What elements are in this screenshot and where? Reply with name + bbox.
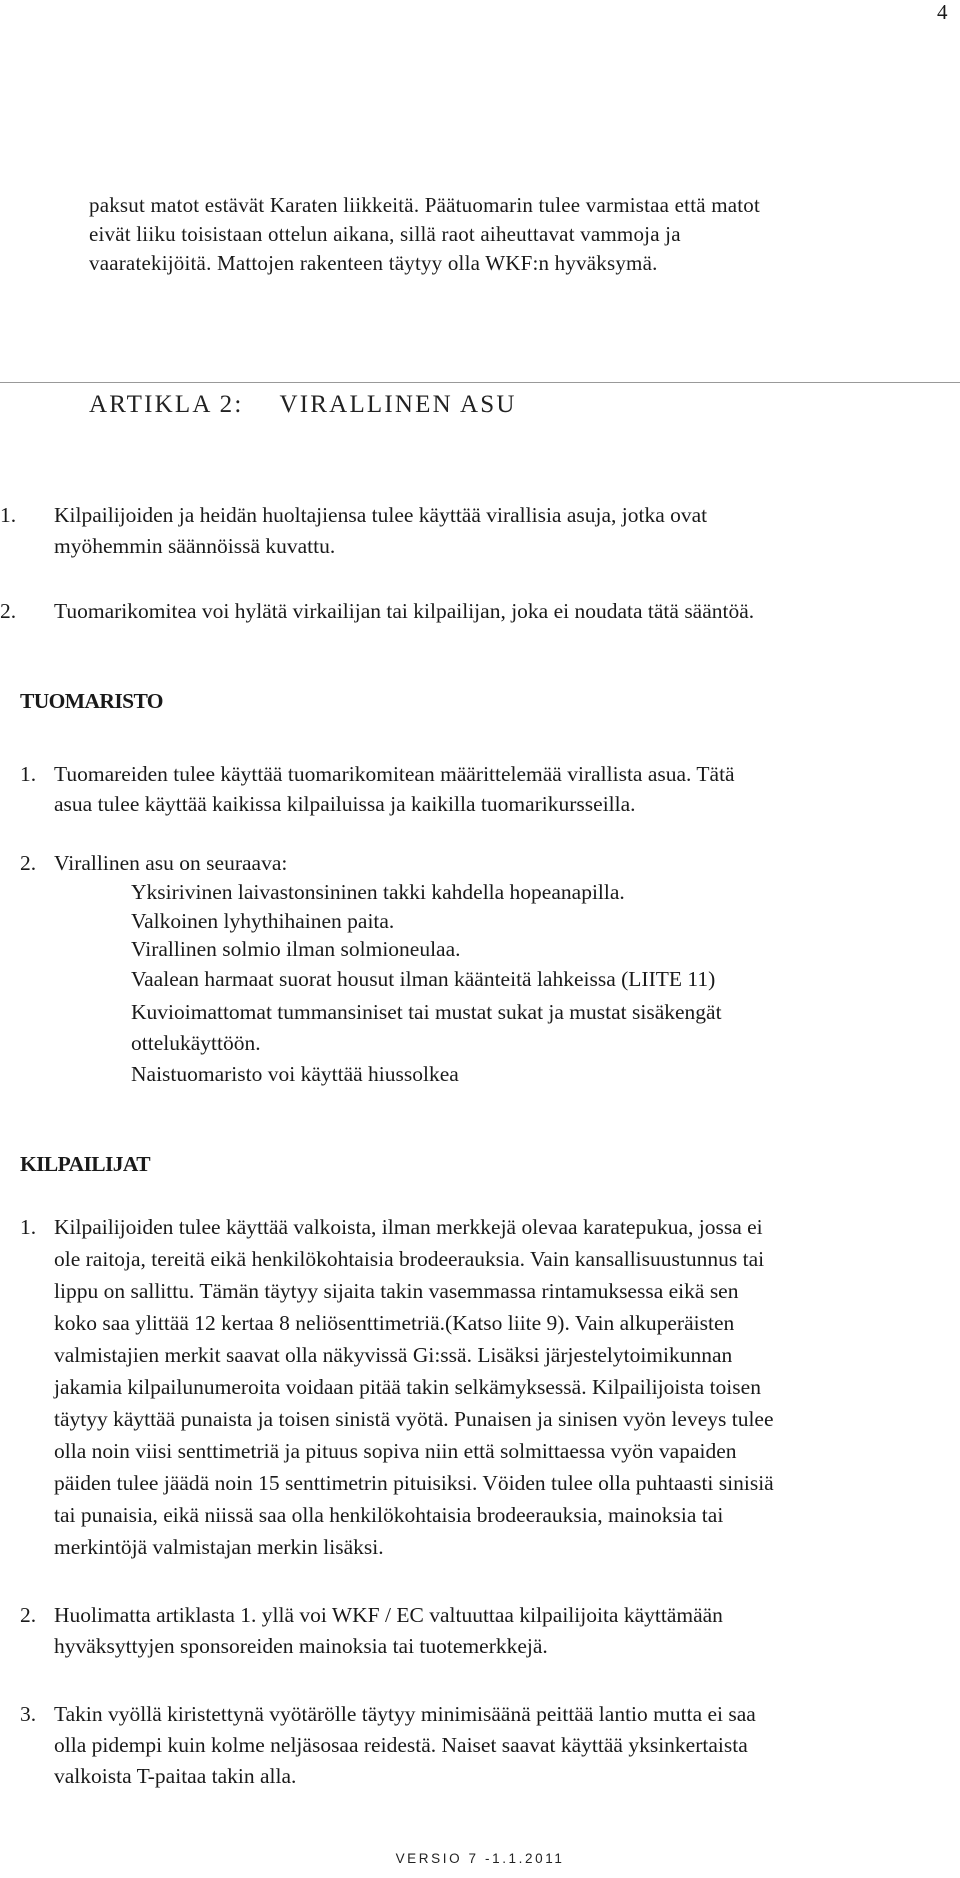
kilpailijat-item-line: valkoista T-paitaa takin alla. (54, 1764, 297, 1788)
article-label: ARTIKLA 2: (89, 391, 244, 418)
kilpailijat-item-number: 3. (20, 1702, 37, 1726)
intro-line: paksut matot estävät Karaten liikkeitä. Päätuomarin tulee varmistaa että matot (89, 193, 761, 217)
page-footer: VERSIO 7 -1.1.2011 (395, 1851, 565, 1866)
kilpailijat-item-line: olla pidempi kuin kolme neljäsosaa reidestä. Naiset saavat käyttää yksinkertaista (54, 1733, 748, 1757)
kilpailijat-item-line: Kilpailijoiden tulee käyttää valkoista, ilman merkkejä olevaa karatepukua, jossa ei (54, 1215, 763, 1239)
kilpailijat-item-line: merkintöjä valmistajan merkin lisäksi. (54, 1535, 384, 1559)
kilpailijat-item-line: Takin vyöllä kiristettynä vyötärölle täytyy minimisäänä peittää lantio mutta ei saa (54, 1702, 756, 1726)
tuomaristo-heading: TUOMARISTO (20, 689, 163, 713)
kilpailijat-item-line: lippu on sallittu. Tämän täytyy sijaita takin vasemmassa rintamuksessa eikä sen (54, 1279, 739, 1303)
article-item-number: 1. (0, 503, 17, 527)
kilpailijat-item-number: 1. (20, 1215, 37, 1239)
kilpailijat-item-line: jakamia kilpailunumeroita voidaan pitää takin selkämyksessä. Kilpailijoista toisen (54, 1375, 761, 1399)
intro-paragraph (89, 191, 760, 278)
article-heading (89, 391, 517, 419)
kilpailijat-item-number: 2. (20, 1603, 37, 1627)
intro-line: vaaratekijöitä. Mattojen rakenteen täytyy olla WKF:n hyväksymä. (89, 251, 658, 275)
kilpailijat-item-line: olla noin viisi senttimetriä ja pituus sopiva niin että solmittaessa vyön vapaiden (54, 1439, 737, 1463)
kilpailijat-item-line: ole raitoja, tereitä eikä henkilökohtaisia brodeerauksia. Vain kansallisuustunnus tai (54, 1247, 765, 1271)
article-item-line: myöhemmin säännöissä kuvattu. (54, 534, 336, 558)
dress-list-item: Vaalean harmaat suorat housut ilman käänteitä lahkeissa (LIITE 11) (131, 967, 716, 991)
tuomaristo-item-line: asua tulee käyttää kaikissa kilpailuissa ja kaikilla tuomarikursseilla. (54, 792, 636, 816)
section-divider (0, 382, 960, 383)
dress-list-item: Valkoinen lyhythihainen paita. (131, 909, 395, 933)
tuomaristo-item-line: Virallinen asu on seuraava: (54, 851, 288, 875)
article-item-line: Tuomarikomitea voi hylätä virkailijan tai kilpailijan, joka ei noudata tätä sääntöä. (54, 599, 755, 623)
article-item-line: Kilpailijoiden ja heidän huoltajiensa tulee käyttää virallisia asuja, jotka ovat (54, 503, 708, 527)
intro-line: eivät liiku toisistaan ottelun aikana, sillä raot aiheuttavat vammoja ja (89, 222, 681, 246)
tuomaristo-item-number: 2. (20, 851, 37, 875)
kilpailijat-item-line: Huolimatta artiklasta 1. yllä voi WKF / EC valtuuttaa kilpailijoita käyttämään (54, 1603, 723, 1627)
kilpailijat-item-line: täytyy käyttää punaista ja toisen sinistä vyötä. Punaisen ja sinisen vyön leveys tulee (54, 1407, 774, 1431)
kilpailijat-heading: KILPAILIJAT (20, 1152, 150, 1176)
article-item-number: 2. (0, 599, 17, 623)
kilpailijat-item-line: päiden tulee jäädä noin 15 senttimetrin pituisiksi. Vöiden tulee olla puhtaasti sinisiä (54, 1471, 774, 1495)
kilpailijat-item-line: valmistajien merkit saavat olla näkyvissä Gi:ssä. Lisäksi järjestelytoimikunnan (54, 1343, 733, 1367)
dress-list-item: ottelukäyttöön. (131, 1031, 261, 1055)
kilpailijat-item-line: koko saa ylittää 12 kertaa 8 neliösenttimetriä.(Katso liite 9). Vain alkuperäisten (54, 1311, 735, 1335)
dress-list-item: Naistuomaristo voi käyttää hiussolkea (131, 1062, 459, 1086)
article-title: VIRALLINEN ASU (279, 391, 517, 418)
kilpailijat-item-line: tai punaisia, eikä niissä saa olla henkilökohtaisia brodeerauksia, mainoksia tai (54, 1503, 724, 1527)
dress-list-item: Virallinen solmio ilman solmioneulaa. (131, 937, 461, 961)
tuomaristo-item-line: Tuomareiden tulee käyttää tuomarikomitean määrittelemää virallista asua. Tätä (54, 762, 735, 786)
tuomaristo-item-number: 1. (20, 762, 37, 786)
dress-list-item: Yksirivinen laivastonsininen takki kahdella hopeanapilla. (131, 880, 625, 904)
dress-list-item: Kuvioimattomat tummansiniset tai mustat sukat ja mustat sisäkengät (131, 1000, 722, 1024)
kilpailijat-item-line: hyväksyttyjen sponsoreiden mainoksia tai tuotemerkkejä. (54, 1634, 548, 1658)
page-number: 4 (937, 0, 948, 24)
